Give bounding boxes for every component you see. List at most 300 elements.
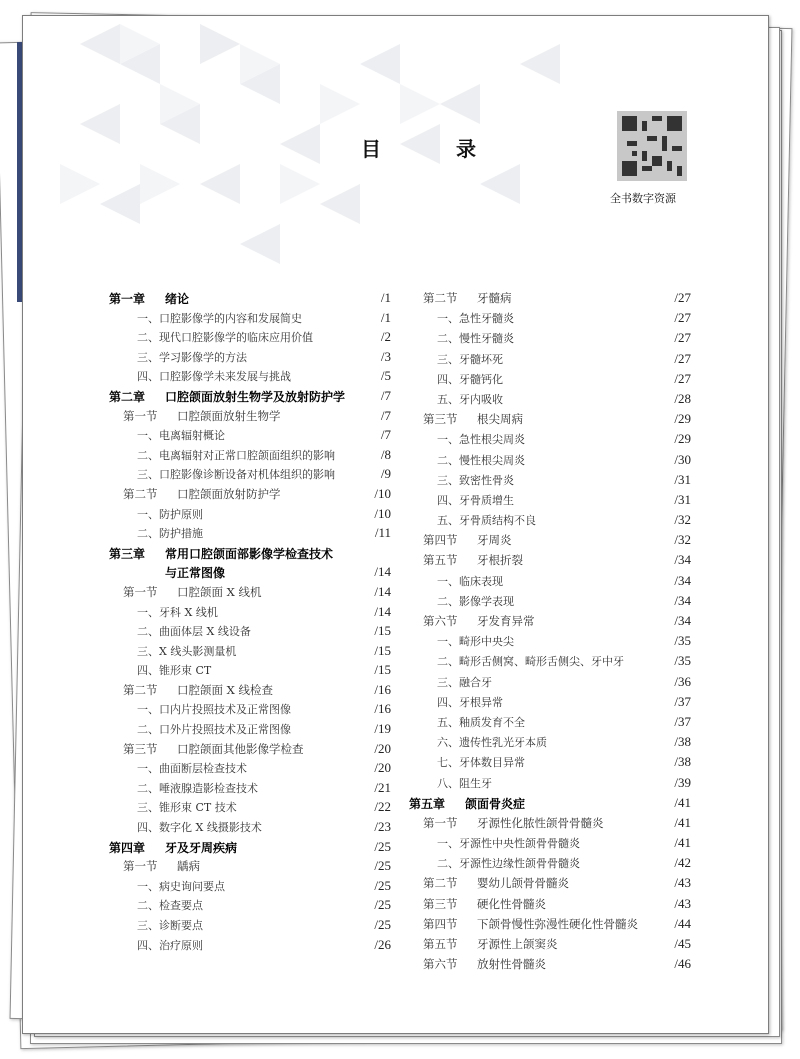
- toc-page-number: /15: [374, 662, 391, 678]
- toc-chapter[interactable]: [107, 837, 391, 857]
- toc-page-number: /2: [380, 329, 391, 345]
- toc-page-number: /31: [674, 491, 691, 507]
- toc-entry-text: 八、阻生牙: [437, 776, 492, 790]
- toc-entry-text: 二、电离辐射对正常口腔颌面组织的影响: [137, 448, 335, 462]
- toc-entry-text: 五、牙骨质结构不良: [437, 514, 536, 528]
- toc-entry-title: [109, 839, 237, 856]
- toc-item[interactable]: [407, 591, 691, 611]
- toc-entry-text: 口腔颌面 X 线检查: [177, 682, 273, 697]
- toc-entry-text: 七、牙体数目异常: [437, 756, 525, 770]
- toc-entry-text: 三、口腔影像诊断设备对机体组织的影响: [137, 468, 335, 482]
- toc-entry-label: 第一节: [123, 859, 158, 874]
- toc-entry-text: 二、检查要点: [137, 899, 203, 913]
- toc-entry-title: [137, 917, 203, 933]
- toc-page-number: /27: [674, 290, 691, 305]
- toc-entry-text: 四、牙骨质增生: [437, 493, 514, 507]
- toc-page: [22, 15, 769, 1034]
- toc-item[interactable]: [407, 328, 691, 348]
- toc-entry-title: [437, 674, 492, 690]
- toc-item[interactable]: [107, 895, 391, 915]
- toc-entry-text: 一、急性根尖周炎: [437, 433, 525, 447]
- toc-entry-text: 三、锥形束 CT 技术: [137, 801, 237, 815]
- toc-entry-title: [437, 330, 514, 346]
- toc-item[interactable]: [107, 935, 391, 955]
- toc-item[interactable]: [107, 523, 391, 543]
- toc-entry-title: [423, 896, 546, 912]
- toc-page-number: /16: [374, 681, 391, 697]
- toc-page-number: /39: [674, 774, 691, 790]
- toc-entry-label: 第一节: [123, 584, 158, 599]
- toc-page-number: /31: [674, 471, 691, 487]
- toc-item[interactable]: [407, 571, 691, 591]
- toc-section[interactable]: [107, 484, 391, 504]
- toc-page-number: /41: [674, 814, 691, 830]
- toc-entry-label: 第三章: [109, 546, 146, 561]
- toc-entry-label: 第三节: [123, 741, 158, 756]
- toc-entry-text: 牙及牙周疾病: [165, 840, 238, 855]
- toc-item[interactable]: [407, 773, 691, 793]
- toc-section[interactable]: [407, 813, 691, 833]
- toc-entry-text: 六、遗传性乳光牙本质: [437, 736, 547, 750]
- toc-item[interactable]: [107, 504, 391, 524]
- toc-entry-title: [437, 492, 514, 508]
- toc-page-number: /27: [674, 310, 691, 326]
- toc-page-number: /9: [380, 466, 391, 482]
- toc-section[interactable]: [107, 680, 391, 700]
- toc-entry-title: [137, 878, 225, 894]
- toc-entry-title: [109, 290, 189, 307]
- toc-entry-text: 一、防护原则: [137, 507, 203, 521]
- toc-entry-text: 口腔颌面其他影像学检查: [177, 741, 304, 756]
- toc-entry-text: 四、口腔影像学未来发展与挑战: [137, 370, 291, 384]
- toc-entry-text: 牙髓病: [477, 291, 512, 305]
- toc-entry-text: 一、病史询问要点: [137, 879, 225, 893]
- toc-entry-title: [437, 391, 503, 407]
- toc-entry-text: 口腔颌面放射生物学: [177, 408, 281, 423]
- page-title: 目 录: [361, 137, 510, 161]
- toc-entry-title: [437, 694, 503, 710]
- toc-item[interactable]: [407, 369, 691, 389]
- toc-section[interactable]: [107, 406, 391, 426]
- toc-entry-text: 一、口内片投照技术及正常图像: [137, 703, 291, 717]
- toc-entry-title: [137, 506, 203, 522]
- toc-item[interactable]: [407, 692, 691, 712]
- toc-item[interactable]: [107, 660, 391, 680]
- toc-entry-title: [137, 623, 251, 639]
- toc-page-number: /46: [674, 956, 691, 972]
- toc-page-number: /43: [674, 895, 691, 911]
- toc-entry-title: [137, 310, 302, 326]
- toc-entry-text: 一、牙源性中央性颌骨骨髓炎: [437, 837, 580, 851]
- toc-item[interactable]: [107, 562, 391, 582]
- toc-entry-title: [423, 290, 512, 306]
- toc-entry-title: [437, 633, 514, 649]
- toc-page-number: /34: [674, 552, 691, 568]
- toc-entry-text: 一、畸形中央尖: [437, 635, 514, 649]
- toc-entry-text: 二、慢性根尖周炎: [437, 453, 525, 467]
- toc-page-number: /26: [374, 936, 391, 952]
- toc-item[interactable]: [107, 602, 391, 622]
- toc-page-number: /27: [674, 370, 691, 386]
- toc-item[interactable]: [107, 797, 391, 817]
- toc-entry-label: 第二章: [109, 389, 146, 404]
- toc-entry-label: 第五节: [423, 937, 458, 951]
- toc-entry-text: 二、畸形舌侧窝、畸形舌侧尖、牙中牙: [437, 655, 624, 669]
- toc-page-number: /37: [674, 713, 691, 729]
- toc-page-number: /37: [674, 693, 691, 709]
- toc-entry-title: [137, 466, 335, 482]
- toc-page-number: /41: [674, 794, 691, 810]
- toc-page-number: /14: [374, 583, 391, 599]
- toc-page-number: /5: [380, 368, 391, 384]
- triangle-pattern: [40, 24, 600, 284]
- toc-entry-text: 三、X 线头影测量机: [137, 644, 237, 658]
- toc-entry-title: [123, 682, 273, 698]
- qr-label: 全书数字资源: [610, 192, 676, 205]
- toc-section[interactable]: [407, 894, 691, 914]
- toc-entry-text: 四、锥形束 CT: [137, 664, 212, 678]
- toc-entry-title: [437, 512, 536, 528]
- toc-entry-text: 三、学习影像学的方法: [137, 350, 247, 364]
- toc-entry-title: [423, 936, 558, 952]
- toc-section[interactable]: [107, 582, 391, 602]
- toc-entry-text: 二、慢性牙髓炎: [437, 332, 514, 346]
- toc-entry-title: [137, 368, 291, 384]
- toc-entry-title: [123, 486, 281, 502]
- toc-item[interactable]: [107, 308, 391, 328]
- toc-section[interactable]: [407, 914, 691, 934]
- toc-right-column: [407, 288, 691, 974]
- toc-entry-label: 第五章: [409, 796, 446, 811]
- toc-entry-title: [409, 795, 525, 812]
- toc-entry-title: [437, 775, 492, 791]
- toc-entry-label: 第六节: [423, 614, 458, 628]
- toc-item[interactable]: [107, 778, 391, 798]
- toc-entry-text: 婴幼儿颌骨骨髓炎: [477, 876, 569, 891]
- toc-page-number: /11: [374, 525, 391, 541]
- toc-item[interactable]: [407, 450, 691, 470]
- toc-entry-label: 第四节: [423, 533, 458, 548]
- toc-page-number: /20: [374, 760, 391, 776]
- toc-entry-text: 一、牙科 X 线机: [137, 605, 218, 619]
- toc-entry-label: 第一节: [423, 815, 458, 830]
- toc-item[interactable]: [407, 752, 691, 772]
- toc-entry-text: 口腔颌面放射防护学: [177, 486, 281, 501]
- toc-entry-text: 四、牙髓钙化: [437, 372, 503, 386]
- toc-page-number: /10: [374, 505, 391, 521]
- toc-item[interactable]: [407, 470, 691, 490]
- toc-entry-text: 与正常图像: [165, 566, 226, 581]
- toc-entry-title: [137, 937, 203, 953]
- toc-entry-title: [109, 388, 345, 405]
- toc-entry-title: [423, 815, 604, 831]
- toc-page-number: /32: [674, 512, 691, 528]
- toc-entry-title: [437, 573, 503, 589]
- toc-entry-title: [437, 754, 525, 770]
- toc-page-number: /15: [374, 623, 391, 639]
- toc-entry-text: 牙源性上颌窦炎: [477, 937, 558, 951]
- toc-entry-label: 第一章: [109, 292, 146, 306]
- toc-entry-text: 牙源性化脓性颌骨骨髓炎: [477, 815, 604, 830]
- toc-entry-title: [123, 858, 200, 874]
- toc-entry-title: [137, 780, 258, 796]
- toc-item[interactable]: [407, 732, 691, 752]
- toc-page-number: /21: [374, 779, 391, 795]
- toc-page-number: /10: [374, 485, 391, 501]
- toc-entry-title: [123, 408, 281, 424]
- toc-entry-title: [437, 431, 525, 447]
- toc-entry-title: [137, 349, 247, 365]
- toc-page-number: /7: [380, 427, 391, 443]
- toc-page-number: /1: [380, 290, 391, 305]
- toc-item[interactable]: [407, 631, 691, 651]
- toc-section[interactable]: [407, 550, 691, 570]
- toc-entry-title: [437, 714, 525, 730]
- toc-item[interactable]: [107, 758, 391, 778]
- toc-entry-text: 放射性骨髓炎: [477, 957, 546, 972]
- toc-chapter[interactable]: [107, 386, 391, 406]
- toc-section[interactable]: [407, 954, 691, 974]
- toc-page-number: /34: [674, 613, 691, 628]
- toc-item[interactable]: [107, 445, 391, 465]
- toc-entry-label: 第三节: [423, 412, 458, 427]
- toc-entry-title: [437, 593, 514, 609]
- toc-entry-text: 三、致密性骨炎: [437, 473, 514, 487]
- toc-entry-title: [137, 427, 225, 443]
- toc-entry-text: 五、牙内吸收: [437, 392, 503, 406]
- toc-page-number: /25: [374, 838, 391, 854]
- toc-page-number: /25: [374, 877, 391, 893]
- toc-entry-title: [137, 604, 218, 620]
- toc-entry-text: 颌面骨炎症: [465, 796, 526, 811]
- toc-entry-label: 第二节: [123, 486, 158, 501]
- toc-entry-title: [137, 897, 203, 913]
- toc-entry-text: 一、口腔影像学的内容和发展简史: [137, 311, 302, 325]
- toc-entry-text: 牙发育异常: [477, 614, 535, 628]
- toc-page-number: /41: [674, 835, 691, 851]
- toc-entry-title: [137, 721, 291, 737]
- toc-entry-title: [423, 532, 512, 548]
- toc-item[interactable]: [407, 429, 691, 449]
- toc-entry-text: 二、现代口腔影像学的临床应用价值: [137, 331, 313, 345]
- toc-item[interactable]: [107, 876, 391, 896]
- toc-entry-title: [423, 916, 638, 932]
- toc-entry-text: 口腔颌面放射生物学及放射防护学: [165, 389, 346, 404]
- toc-page-number: /42: [674, 855, 691, 871]
- toc-entry-label: 第二节: [423, 876, 458, 891]
- toc-item[interactable]: [107, 699, 391, 719]
- toc-entry-title: [437, 452, 525, 468]
- toc-page-number: /8: [380, 446, 391, 462]
- toc-item[interactable]: [407, 308, 691, 328]
- toc-entry-title: [123, 584, 262, 600]
- toc-item[interactable]: [107, 915, 391, 935]
- toc-entry-text: 常用口腔颌面部影像学检查技术: [165, 546, 334, 561]
- toc-item[interactable]: [407, 349, 691, 369]
- toc-entry-label: 第五节: [423, 553, 458, 568]
- toc-chapter[interactable]: [107, 288, 391, 308]
- toc-page-number: /27: [674, 350, 691, 366]
- toc-page-number: /29: [674, 431, 691, 447]
- toc-page-number: /25: [374, 897, 391, 913]
- toc-page-number: /32: [674, 532, 691, 548]
- toc-item[interactable]: [407, 510, 691, 530]
- toc-entry-title: [137, 701, 291, 717]
- toc-entry-title: [123, 741, 304, 757]
- toc-entry-title: [423, 411, 523, 427]
- toc-section[interactable]: [407, 530, 691, 550]
- qr-code-icon: [617, 111, 687, 181]
- toc-page-number: /14: [374, 603, 391, 619]
- toc-page-number: /7: [380, 387, 391, 403]
- toc-item[interactable]: [407, 712, 691, 732]
- toc-page-number: /38: [674, 754, 691, 770]
- toc-entry-text: 一、电离辐射概论: [137, 429, 225, 443]
- toc-entry-title: [437, 653, 624, 669]
- toc-page-number: /15: [374, 642, 391, 658]
- toc-entry-text: 一、急性牙髓炎: [437, 312, 514, 326]
- toc-entry-text: 三、融合牙: [437, 675, 492, 689]
- toc-page-number: /44: [674, 915, 691, 931]
- toc-page-number: /7: [380, 407, 391, 423]
- toc-entry-text: 一、临床表现: [437, 574, 503, 588]
- toc-page-number: /29: [674, 411, 691, 427]
- toc-page-number: /35: [674, 633, 691, 649]
- toc-entry-title: [137, 799, 237, 815]
- toc-item[interactable]: [407, 389, 691, 409]
- toc-section[interactable]: [107, 739, 391, 759]
- toc-entry-text: 硬化性骨髓炎: [477, 896, 546, 911]
- toc-entry-text: 三、诊断要点: [137, 919, 203, 932]
- toc-entry-title: [437, 835, 580, 851]
- toc-page-number: /23: [374, 819, 391, 835]
- toc-chapter[interactable]: [407, 793, 691, 813]
- toc-entry-label: 第二节: [123, 682, 158, 697]
- toc-entry-title: [165, 564, 225, 581]
- toc-entry-text: 根尖周病: [477, 412, 523, 427]
- toc-entry-title: [137, 447, 335, 463]
- toc-entry-text: 牙根折裂: [477, 553, 523, 568]
- toc-section[interactable]: [407, 934, 691, 954]
- toc-left-column: [107, 288, 391, 954]
- toc-entry-text: 二、防护措施: [137, 527, 203, 541]
- toc-page-number: /20: [374, 740, 391, 756]
- toc-entry-text: 二、曲面体层 X 线设备: [137, 625, 251, 639]
- toc-page-number: /19: [374, 721, 391, 737]
- toc-entry-text: 龋病: [177, 859, 200, 874]
- toc-item[interactable]: [407, 833, 691, 853]
- toc-page-number: /27: [674, 330, 691, 346]
- toc-page-number: /1: [380, 309, 391, 325]
- toc-entry-title: [423, 552, 523, 568]
- toc-page-number: /25: [374, 858, 391, 874]
- toc-entry-text: 一、曲面断层检查技术: [137, 762, 247, 776]
- toc-page-number: /38: [674, 734, 691, 750]
- toc-page-number: /34: [674, 592, 691, 608]
- toc-section[interactable]: [407, 611, 691, 631]
- toc-item[interactable]: [407, 490, 691, 510]
- toc-entry-text: 四、治疗原则: [137, 938, 203, 952]
- toc-entry-title: [437, 310, 514, 326]
- toc-entry-text: 下颌骨慢性弥漫性硬化性骨髓炎: [477, 916, 638, 931]
- toc-entry-title: [137, 819, 262, 835]
- toc-entry-title: [423, 875, 569, 891]
- toc-entry-title: [437, 734, 547, 750]
- toc-page-number: /30: [674, 451, 691, 467]
- toc-entry-text: 牙周炎: [477, 533, 512, 548]
- toc-entry-title: [437, 855, 580, 871]
- toc-section[interactable]: [407, 873, 691, 893]
- toc-entry-text: 二、牙源性边缘性颌骨骨髓炎: [437, 857, 580, 871]
- toc-entry-title: [137, 329, 313, 345]
- toc-entry-title: [437, 371, 503, 387]
- toc-entry-title: [437, 351, 503, 367]
- toc-entry-label: 第四章: [109, 840, 146, 855]
- toc-item[interactable]: [107, 464, 391, 484]
- toc-page-number: /25: [374, 917, 391, 932]
- toc-item[interactable]: [107, 425, 391, 445]
- toc-entry-text: 二、影像学表现: [437, 594, 514, 608]
- toc-entry-title: [137, 643, 236, 659]
- toc-item[interactable]: [107, 719, 391, 739]
- toc-item[interactable]: [407, 853, 691, 873]
- toc-chapter[interactable]: [107, 543, 391, 563]
- toc-entry-title: [137, 662, 211, 678]
- toc-entry-title: [423, 613, 535, 629]
- toc-entry-text: 五、釉质发育不全: [437, 715, 525, 729]
- toc-page-number: /45: [674, 936, 691, 951]
- toc-entry-text: 三、牙髓坏死: [437, 352, 503, 366]
- toc-entry-title: [423, 956, 546, 972]
- toc-entry-text: 二、唾液腺造影检查技术: [137, 781, 258, 795]
- toc-entry-label: 第四节: [423, 916, 458, 931]
- toc-page-number: /3: [380, 348, 391, 364]
- toc-item[interactable]: [107, 327, 391, 347]
- toc-entry-title: [137, 525, 203, 541]
- toc-item[interactable]: [407, 672, 691, 692]
- toc-page-number: /14: [374, 564, 391, 580]
- toc-page-number: /16: [374, 701, 391, 717]
- toc-page-number: /35: [674, 653, 691, 669]
- toc-entry-title: [137, 760, 247, 776]
- toc-page-number: /28: [674, 390, 691, 406]
- toc-section[interactable]: [407, 409, 691, 429]
- toc-item[interactable]: [107, 641, 391, 661]
- toc-section[interactable]: [407, 288, 691, 308]
- toc-page-number: /36: [674, 673, 691, 689]
- toc-item[interactable]: [107, 347, 391, 367]
- toc-entry-label: 第二节: [423, 291, 458, 305]
- toc-entry-label: 第三节: [423, 896, 458, 911]
- toc-item[interactable]: [107, 817, 391, 837]
- toc-entry-text: 绪论: [165, 292, 190, 306]
- toc-section[interactable]: [107, 856, 391, 876]
- toc-entry-label: 第六节: [423, 957, 458, 972]
- toc-entry-text: 四、牙根异常: [437, 695, 503, 709]
- toc-entry-title: [109, 545, 333, 562]
- toc-entry-text: 口腔颌面 X 线机: [177, 584, 262, 599]
- qr-code[interactable]: [617, 111, 687, 181]
- toc-page-number: /22: [374, 799, 391, 815]
- toc-entry-text: 二、口外片投照技术及正常图像: [137, 723, 291, 737]
- toc-page-number: /34: [674, 572, 691, 588]
- toc-entry-label: 第一节: [123, 408, 158, 423]
- toc-entry-text: 四、数字化 X 线摄影技术: [137, 821, 262, 835]
- toc-page-number: /43: [674, 875, 691, 891]
- toc-item[interactable]: [407, 651, 691, 671]
- toc-item[interactable]: [107, 366, 391, 386]
- toc-item[interactable]: [107, 621, 391, 641]
